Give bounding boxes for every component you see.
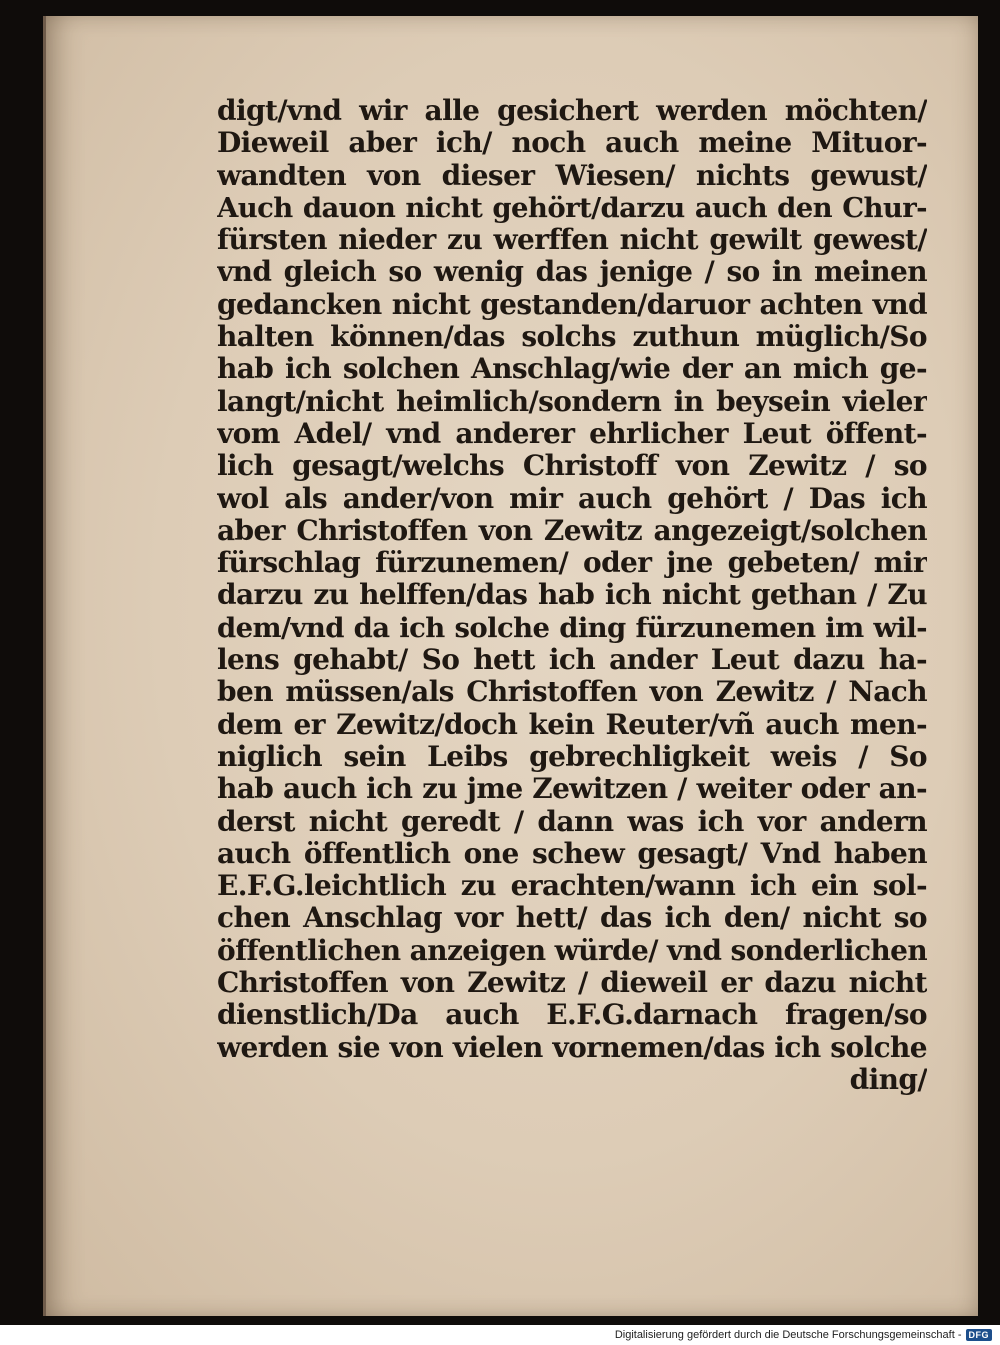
text-line: lich gesagt/welchs Christoff von Zewitz / so (217, 450, 927, 483)
text-line: niglich sein Leibs gebrechligkeit weis / So (217, 740, 927, 773)
text-line: wandten von dieser Wiesen/ nichts gewust/ (217, 159, 927, 192)
text-line: Auch dauon nicht gehört/darzu auch den Chur- (217, 191, 927, 224)
footer (0, 1325, 1000, 1345)
text-line: vnd gleich so wenig das jenige / so in meinen (217, 256, 927, 289)
text-line: hab ich solchen Anschlag/wie der an mich ge- (217, 353, 927, 386)
text-line: E.F.G.leichtlich zu erachten/wann ich ein sol- (217, 870, 927, 903)
text-line: ben müssen/als Christoffen von Zewitz / Nach (217, 676, 927, 709)
text-line: vom Adel/ vnd anderer ehrlicher Leut öffent- (217, 417, 927, 450)
text-line: aber Christoffen von Zewitz angezeigt/solchen (217, 514, 927, 547)
text-line: Christoffen von Zewitz / dieweil er dazu nicht (217, 967, 927, 1000)
text-line: chen Anschlag vor hett/ das ich den/ nicht so (217, 902, 927, 935)
text-line: dienstlich/Da auch E.F.G.darnach fragen/so (217, 999, 927, 1032)
text-line: langt/nicht heimlich/sondern in beysein vieler (217, 385, 927, 418)
text-line: wol als ander/von mir auch gehört / Das ich (217, 482, 927, 515)
text-line: gedancken nicht gestanden/daruor achten vnd (217, 288, 927, 321)
text-line: werden sie von vielen vornemen/das ich solche (217, 1031, 927, 1064)
text-line: auch öffentlich one schew gesagt/ Vnd haben (217, 837, 927, 870)
dfg-logo-icon: DFG (966, 1329, 993, 1341)
text-line: fürschlag fürzunemen/ oder jne gebeten/ mir (217, 547, 927, 580)
text-line: halten können/das solchs zuthun müglich/So (217, 321, 927, 354)
text-line: digt/vnd wir alle gesichert werden möchten/ (217, 95, 927, 127)
text-line: dem/vnd da ich solche ding fürzunemen im wil- (217, 611, 927, 644)
text-line: derst nicht geredt / dann was ich vor andern (217, 805, 927, 838)
text-line: darzu zu helffen/das hab ich nicht gethan / Zu (217, 579, 927, 612)
text-line: lens gehabt/ So hett ich ander Leut dazu ha- (217, 644, 927, 677)
text-line: hab auch ich zu jme Zewitzen / weiter oder an- (217, 773, 927, 806)
footer-credit: Digitalisierung gefördert durch die Deutsche Forschungsgemeinschaft - (614, 1329, 962, 1341)
text-line: Dieweil aber ich/ noch auch meine Mituor- (217, 127, 927, 160)
catchword: ding/ (849, 1063, 927, 1096)
text-block (217, 95, 927, 1096)
text-line: fürsten nieder zu werffen nicht gewilt gewest/ (217, 224, 927, 257)
text-line: dem er Zewitz/doch kein Reuter/vñ auch men- (217, 708, 927, 741)
text-line: öffentlichen anzeigen würde/ vnd sonderlichen (217, 934, 927, 967)
